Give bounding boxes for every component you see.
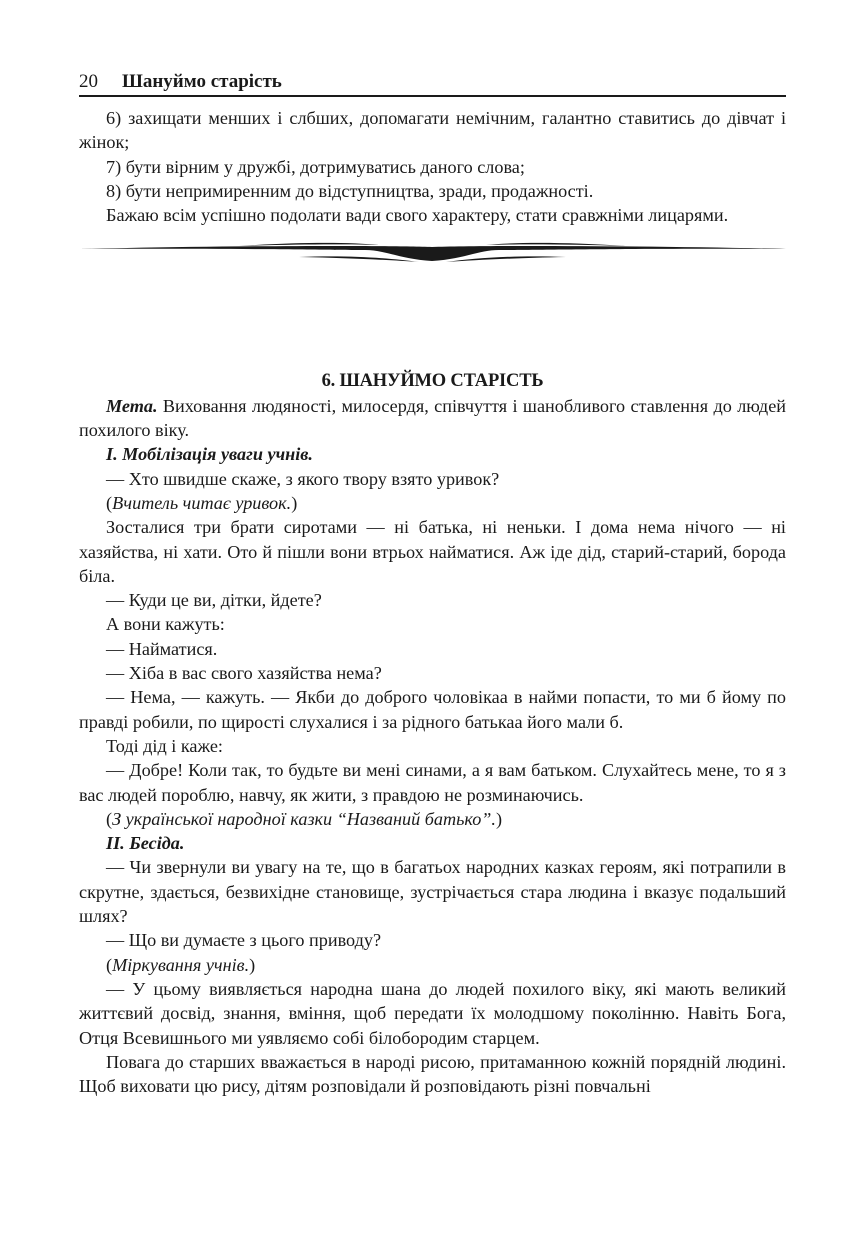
stage-note-text: Міркування учнів.	[112, 954, 250, 975]
paren-close: )	[291, 492, 298, 513]
stage-note	[79, 491, 786, 515]
section-heading-2: ІІ. Бесіда.	[106, 833, 185, 854]
running-title: Шануймо старість	[122, 71, 282, 92]
goal-text: Виховання людяності, милосердя, співчуття і шанобливого ставлення до людей похилого віку.	[79, 395, 786, 441]
stage-note	[79, 953, 786, 977]
intro-line: Бажаю всім успішно подолати вади свого характеру, стати сравжніми лицарями.	[106, 205, 729, 226]
dialogue-line: — Чи звернули ви увагу на те, що в багатьох народних казках героям, які потрапили в скрутне, здається, безвихідне становище, зустрічається стара людина і вказує подальший шлях?	[79, 857, 786, 927]
paren-open: (	[106, 492, 113, 513]
dialogue-line: — Хто швидше скаже, з якого твору взято уривок?	[106, 468, 500, 489]
dialogue-line: А вони кажуть:	[106, 614, 225, 635]
goal-paragraph	[79, 394, 786, 443]
page	[79, 70, 786, 1098]
stage-note-text: Вчитель читає уривок.	[112, 492, 292, 513]
dialogue-line: Тоді дід і каже:	[106, 735, 223, 756]
dialogue-line: — У цьому виявляється народна шана до людей похилого віку, які мають великий життєвий досвід, знання, вміння, щоб передати їх молодшому поколінню. Навіть Бога, Отця Всевишнього ми уявляємо собі білобородим старцем.	[79, 978, 786, 1048]
paren-close: )	[249, 954, 256, 975]
intro-line: 6) захищати менших і слбших, допомагати немічним, галантно ставитись до дівчат і жінок;	[79, 108, 786, 153]
decorative-divider	[79, 233, 786, 263]
intro-line: 7) бути вірним у дружбі, дотримуватись даного слова;	[106, 156, 525, 177]
page-number: 20	[79, 71, 98, 92]
running-header	[79, 70, 786, 97]
source-note	[79, 807, 786, 831]
goal-label: Мета.	[106, 395, 158, 416]
section-heading-1: І. Мобілізація уваги учнів.	[106, 444, 313, 465]
excerpt-paragraph: Зосталися три брати сиротами — ні батька, ні неньки. І дома нема нічого — ні хазяйства, ні хати. Ото й пішли вони втрьох найматися. Аж іде дід, старий-старий, борода біла.	[79, 517, 786, 586]
dialogue-line: — Нема, — кажуть. — Якби до доброго чоловікаа в найми попасти, то ми б йому по правді робили, по щирості слухалися і за рідного батькаа його мали б.	[79, 687, 786, 732]
paren-open: (	[106, 808, 113, 829]
intro-line: 8) бути непримиренним до відступництва, зради, продажності.	[106, 180, 594, 201]
chapter-title: 6. ШАНУЙМО СТАРІСТЬ	[321, 371, 544, 392]
body-paragraph: Повага до старших вважається в народі рисою, притаманною кожній порядній людині. Щоб виховати цю рису, дітям розповідали й розповідають різні повчальні	[79, 1051, 786, 1097]
dialogue-line: — Хіба в вас свого хазяйства нема?	[106, 663, 382, 684]
paren-close: )	[495, 808, 503, 829]
dialogue-line: — Куди це ви, дітки, йдете?	[106, 590, 322, 611]
paren-open: (	[106, 954, 113, 975]
source-text: З української народної казки “Названий батько”.	[112, 808, 496, 829]
dialogue-line: — Добре! Коли так, то будьте ви мені синами, а я вам батьком. Слухайтесь мене, то я з вас людей пороблю, навчу, як жити, з правдою не розминаючись.	[79, 760, 786, 805]
dialogue-line: — Найматися.	[106, 638, 218, 659]
dialogue-line: — Що ви думаєте з цього приводу?	[106, 930, 382, 951]
